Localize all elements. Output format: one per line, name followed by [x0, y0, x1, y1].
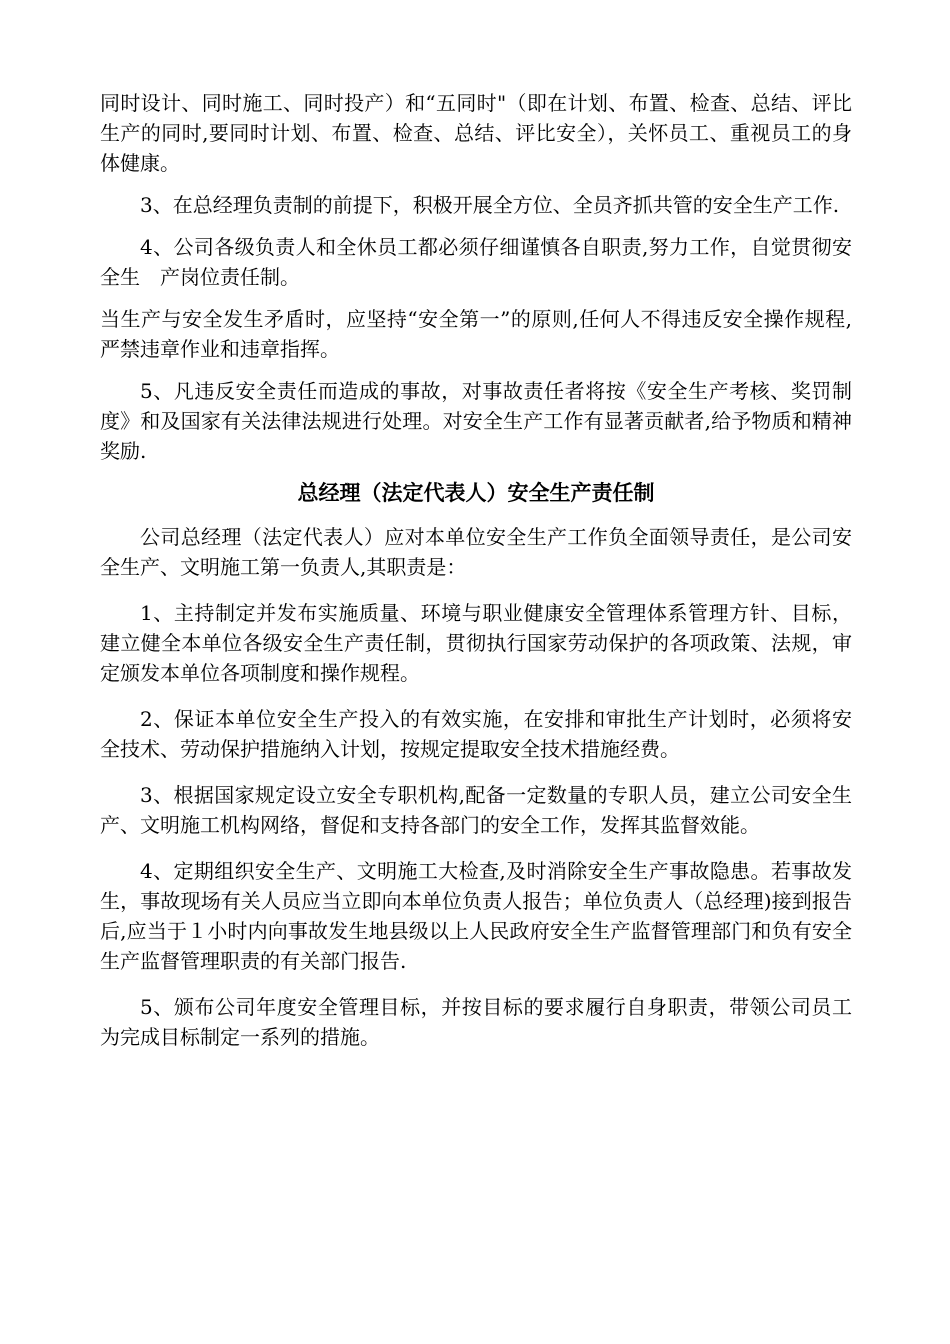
paragraph-item-3: 3、在总经理负责制的前提下，积极开展全方位、全员齐抓共管的安全生产工作.: [140, 193, 840, 217]
paragraph-intro: 公司总经理（法定代表人）应对本单位安全生产工作负全面领导责任，是公司安全生产、文明施工第一负责人,其职责是：: [100, 525, 852, 579]
paragraph-duty-5: 5、颁布公司年度安全管理目标，并按目标的要求履行自身职责，带领公司员工为完成目标制定一系列的措施。: [100, 995, 852, 1049]
paragraph-duty-4: 4、定期组织安全生产、文明施工大检查,及时消除安全生产事故隐患。若事故发生，事故现场有关人员应当立即向本单位负责人报告；单位负责人（总经理)接到报告后,应当于１小时内向事故发生地县级以上人民政府安全生产监督管理部门和负有安全生产监督管理职责的有关部门报告.: [100, 859, 852, 973]
paragraph-item-4: 4、公司各级负责人和全休员工都必须仔细谨慎各自职责,努力工作，自觉贯彻安全生 产岗位责任制。: [100, 235, 852, 289]
paragraph-item-5: 5、凡违反安全责任而造成的事故，对事故责任者将按《安全生产考核、奖罚制度》和及国家有关法律法规进行处理。对安全生产工作有显著贡献者,给予物质和精神奖励.: [100, 379, 852, 463]
section-heading: 总经理（法定代表人）安全生产责任制: [297, 481, 655, 505]
paragraph-duty-1: 1、主持制定并发布实施质量、环境与职业健康安全管理体系管理方针、目标，建立健全本单位各级安全生产责任制，贯彻执行国家劳动保护的各项政策、法规，审定颁发本单位各项制度和操作规程。: [100, 601, 852, 685]
paragraph-safety-first: 当生产与安全发生矛盾时，应坚持“安全第一”的原则,任何人不得违反安全操作规程,严禁违章作业和违章指挥。: [100, 307, 852, 361]
document-page: [100, 88, 852, 1052]
paragraph-duty-3: 3、根据国家规定设立安全专职机构,配备一定数量的专职人员，建立公司安全生产、文明施工机构网络，督促和支持各部门的安全工作，发挥其监督效能。: [100, 783, 852, 837]
paragraph-continuation: 同时设计、同时施工、同时投产）和“五同时"（即在计划、布置、检查、总结、评比生产的同时,要同时计划、布置、检查、总结、评比安全），关怀员工、重视员工的身体健康。: [100, 91, 852, 175]
paragraph-duty-2: 2、保证本单位安全生产投入的有效实施，在安排和审批生产计划时，必须将安全技术、劳动保护措施纳入计划，按规定提取安全技术措施经费。: [100, 707, 852, 761]
